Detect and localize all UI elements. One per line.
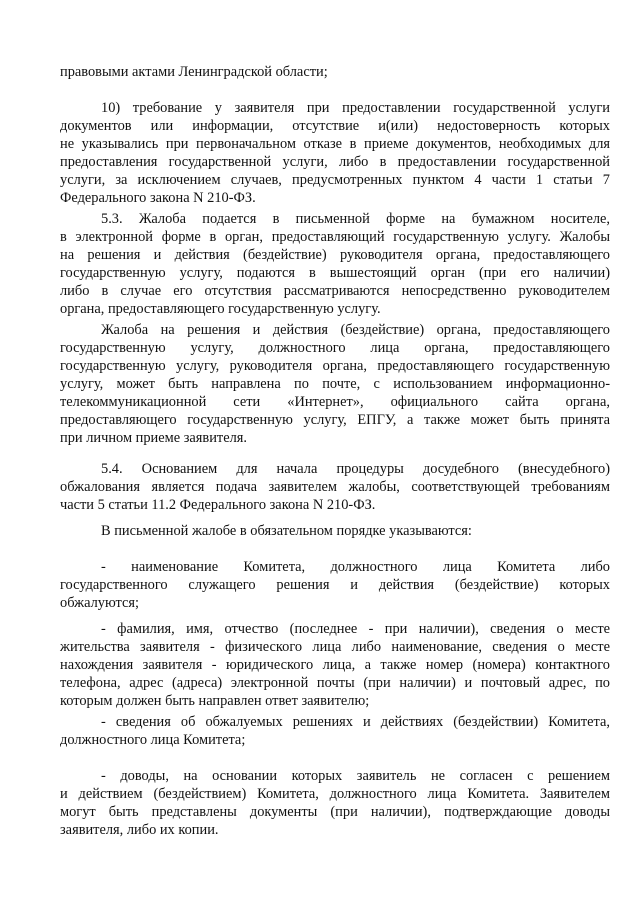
paragraph-line: предоставления государственной услуги, либо в предоставлении государственной (60, 154, 610, 170)
paragraph-line: и действием (бездействием) Комитета, должностного лица Комитета. Заявителем (60, 786, 610, 802)
paragraph-line: государственную услугу, руководителя органа, предоставляющего государственную (60, 358, 610, 374)
paragraph-line: жительства заявителя - физического лица либо наименование, сведения о месте (60, 639, 610, 655)
paragraph-line: 5.4. Основанием для начала процедуры досудебного (внесудебного) (101, 461, 610, 477)
paragraph-line: - доводы, на основании которых заявитель не согласен с решением (101, 768, 610, 784)
paragraph-line: 5.3. Жалоба подается в письменной форме на бумажном носителе, (101, 211, 610, 227)
paragraph-line: государственную услугу, подаются в вышестоящий орган (при его наличии) (60, 265, 610, 281)
paragraph-line: 10) требование у заявителя при предоставлении государственной услуги (101, 100, 610, 116)
paragraph-line: при личном приеме заявителя. (60, 430, 247, 446)
paragraph-line: в электронной форме в орган, предоставляющий государственную услугу. Жалобы (60, 229, 610, 245)
paragraph-line: должностного лица Комитета; (60, 732, 246, 748)
paragraph-line: В письменной жалобе в обязательном порядке указываются: (101, 523, 472, 539)
paragraph-line: могут быть представлены документы (при наличии), подтверждающие доводы (60, 804, 610, 820)
paragraph-line: части 5 статьи 11.2 Федерального закона N 210-ФЗ. (60, 497, 376, 513)
paragraph-line: - фамилия, имя, отчество (последнее - при наличии), сведения о месте (101, 621, 610, 637)
paragraph-line: органа, предоставляющего государственную услугу. (60, 301, 381, 317)
paragraph-line: правовыми актами Ленинградской области; (60, 64, 328, 80)
paragraph-line: которым должен быть направлен ответ заявителю; (60, 693, 370, 709)
paragraph-line: предоставляющего государственную услугу, ЕПГУ, а также может быть принята (60, 412, 610, 428)
paragraph-line: Жалоба на решения и действия (бездействие) органа, предоставляющего (101, 322, 610, 338)
paragraph-line: услугу, может быть направлена по почте, с использованием информационно- (60, 376, 610, 392)
paragraph-line: нахождения заявителя - юридического лица, а также номер (номера) контактного (60, 657, 610, 673)
paragraph-line: государственную услугу, должностного лица органа, предоставляющего (60, 340, 610, 356)
paragraph-line: документов или информации, отсутствие и(или) недостоверность которых (60, 118, 610, 134)
paragraph-line: не указывались при первоначальном отказе в приеме документов, необходимых для (60, 136, 610, 152)
paragraph-line: заявителя, либо их копии. (60, 822, 219, 838)
paragraph-line: - наименование Комитета, должностного лица Комитета либо (101, 559, 610, 575)
paragraph-line: услуги, за исключением случаев, предусмотренных пунктом 4 части 1 статьи 7 (60, 172, 610, 188)
paragraph-line: обжалуются; (60, 595, 140, 611)
paragraph-line: телефона, адрес (адреса) электронной почты (при наличии) и почтовый адрес, по (60, 675, 610, 691)
paragraph-line: на решения и действия (бездействие) руководителя органа, предоставляющего (60, 247, 610, 263)
paragraph-line: государственного служащего решения и действия (бездействие) которых (60, 577, 610, 593)
paragraph-line: телекоммуникационной сети «Интернет», официального сайта органа, (60, 394, 610, 410)
paragraph-line: Федерального закона N 210-ФЗ. (60, 190, 256, 206)
paragraph-line: обжалования является подача заявителем жалобы, соответствующей требованиям (60, 479, 610, 495)
paragraph-line: - сведения об обжалуемых решениях и действиях (бездействии) Комитета, (101, 714, 610, 730)
paragraph-line: либо в случае его отсутствия рассматриваются непосредственно руководителем (60, 283, 610, 299)
